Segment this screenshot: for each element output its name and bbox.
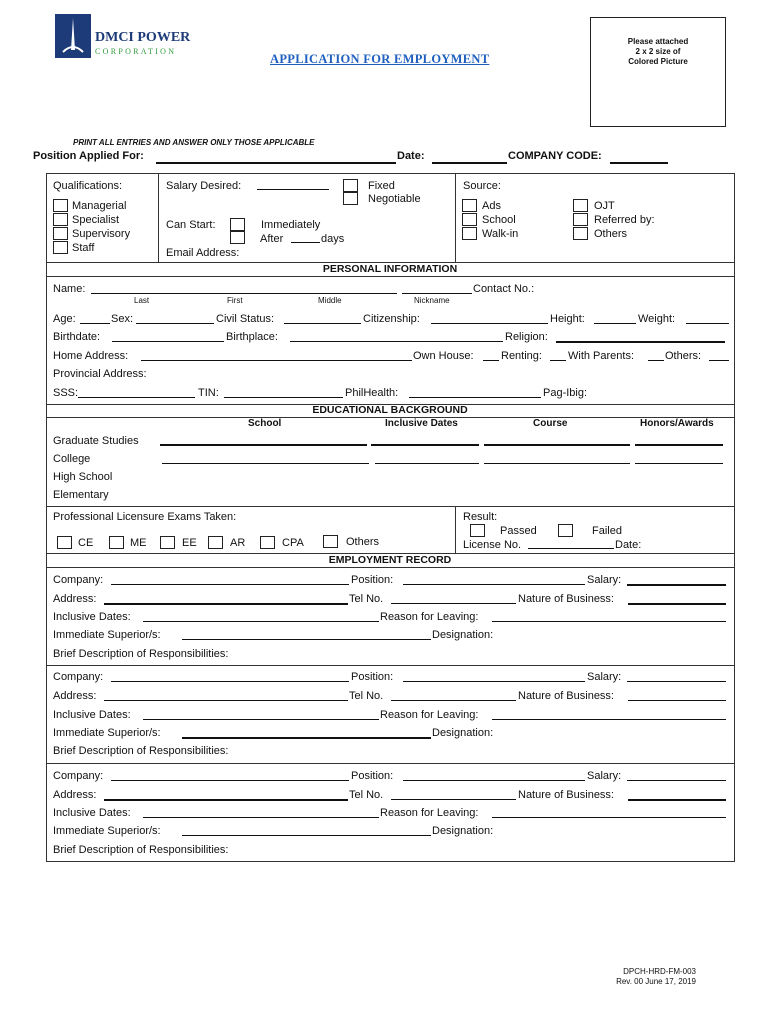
college-school-field[interactable] <box>162 463 369 464</box>
school-checkbox[interactable] <box>462 213 477 226</box>
form-title: APPLICATION FOR EMPLOYMENT <box>270 52 490 66</box>
nature-label: Nature of Business: <box>518 593 614 605</box>
nickname-field[interactable] <box>402 293 472 294</box>
civil-status-field[interactable] <box>284 323 361 324</box>
religion-field[interactable] <box>556 341 725 343</box>
tel-field[interactable] <box>391 700 516 701</box>
inclusive-dates-field[interactable] <box>143 719 379 720</box>
sss-label: SSS: <box>53 387 79 399</box>
can-start-label: Can Start: <box>166 219 216 231</box>
company-field[interactable] <box>111 584 349 585</box>
superior-label: Immediate Superior/s: <box>53 727 161 739</box>
position-label: Position: <box>351 574 394 586</box>
staff-label: Staff <box>72 242 95 254</box>
others-exam-checkbox[interactable] <box>323 535 338 548</box>
college-dates-field[interactable] <box>375 463 479 464</box>
nature-label: Nature of Business: <box>518 789 614 801</box>
walkin-label: Walk-in <box>482 228 519 240</box>
nature-field[interactable] <box>628 799 726 801</box>
sss-field[interactable] <box>78 397 195 398</box>
pagibig-label: Pag-Ibig: <box>543 387 588 399</box>
photo-instruction-3: Colored Picture <box>628 57 688 66</box>
position-field[interactable] <box>403 584 585 585</box>
specialist-label: Specialist <box>72 214 120 226</box>
revision: Rev. 00 June 17, 2019 <box>616 977 696 986</box>
last-sublabel: Last <box>134 296 150 305</box>
nature-field[interactable] <box>628 603 726 605</box>
salary-desired-label: Salary Desired: <box>166 180 242 192</box>
renting-label: Renting: <box>501 350 542 362</box>
home-address-label: Home Address: <box>53 350 129 362</box>
managerial-label: Managerial <box>72 200 127 212</box>
tel-field[interactable] <box>391 603 516 604</box>
ee-label: EE <box>182 537 197 549</box>
form-code-footer <box>560 967 696 987</box>
tin-field[interactable] <box>224 397 343 398</box>
provincial-address-label: Provincial Address: <box>53 368 147 380</box>
brief-label: Brief Description of Responsibilities: <box>53 745 229 757</box>
sex-label: Sex: <box>111 313 134 325</box>
after-days-field[interactable] <box>291 242 320 243</box>
days-label: days <box>321 233 345 245</box>
brief-label: Brief Description of Responsibilities: <box>53 844 229 856</box>
salary-label: Salary: <box>587 574 622 586</box>
ce-label: CE <box>78 537 94 549</box>
salary-field[interactable] <box>627 780 726 781</box>
brief-label: Brief Description of Responsibilities: <box>53 648 229 660</box>
age-label: Age: <box>53 313 76 325</box>
ee-checkbox[interactable] <box>160 536 175 549</box>
company-code-field[interactable] <box>610 162 668 164</box>
tel-field[interactable] <box>391 799 516 800</box>
ads-checkbox[interactable] <box>462 199 477 212</box>
citizenship-label: Citizenship: <box>363 313 420 325</box>
photo-box <box>590 17 726 127</box>
with-parents-field[interactable] <box>648 360 664 361</box>
walkin-checkbox[interactable] <box>462 227 477 240</box>
personal-info-header: PERSONAL INFORMATION <box>322 263 458 275</box>
school-label: School <box>482 214 516 226</box>
contact-label: Contact No.: <box>473 283 535 295</box>
position-label: Position: <box>351 671 394 683</box>
nature-field[interactable] <box>628 700 726 701</box>
ads-label: Ads <box>482 200 501 212</box>
others-source-checkbox[interactable] <box>573 227 588 240</box>
designation-label: Designation: <box>432 727 494 739</box>
supervisory-label: Supervisory <box>72 228 131 240</box>
graduate-honors-field[interactable] <box>635 444 723 446</box>
negotiable-checkbox[interactable] <box>343 192 358 205</box>
source-label: Source: <box>463 180 501 192</box>
tel-label: Tel No. <box>349 593 384 605</box>
others-residence-label: Others: <box>665 350 702 362</box>
company-field[interactable] <box>111 780 349 781</box>
after-label: After <box>260 233 284 245</box>
school-column: School <box>248 418 282 429</box>
birthplace-field[interactable] <box>290 341 503 342</box>
passed-checkbox[interactable] <box>470 524 485 537</box>
tel-label: Tel No. <box>349 789 384 801</box>
me-checkbox[interactable] <box>109 536 124 549</box>
form-code: DPCH-HRD-FM-003 <box>623 967 696 976</box>
tin-label: TIN: <box>198 387 219 399</box>
salary-field[interactable] <box>627 681 726 682</box>
citizenship-field[interactable] <box>431 323 548 324</box>
honors-column: Honors/Awards <box>640 418 714 429</box>
sex-field[interactable] <box>136 323 214 324</box>
company-label: Company: <box>53 671 104 683</box>
designation-label: Designation: <box>432 629 494 641</box>
course-column: Course <box>533 418 568 429</box>
graduate-course-field[interactable] <box>484 444 630 446</box>
salary-desired-field[interactable] <box>257 189 329 190</box>
divider <box>46 763 734 764</box>
tel-label: Tel No. <box>349 690 384 702</box>
position-applied-field[interactable] <box>156 162 396 164</box>
education-header: EDUCATIONAL BACKGROUND <box>312 404 468 416</box>
photo-instruction-2: 2 x 2 size of <box>635 47 681 56</box>
staff-checkbox[interactable] <box>53 241 68 254</box>
ojt-checkbox[interactable] <box>573 199 588 212</box>
divider <box>46 665 734 666</box>
date-label: Date: <box>397 150 425 162</box>
supervisory-checkbox[interactable] <box>53 227 68 240</box>
ar-label: AR <box>230 537 246 549</box>
company-label: Company: <box>53 574 104 586</box>
superior-label: Immediate Superior/s: <box>53 629 161 641</box>
failed-checkbox[interactable] <box>558 524 573 537</box>
designation-label: Designation: <box>432 825 494 837</box>
employment-header: EMPLOYMENT RECORD <box>328 554 452 566</box>
passed-label: Passed <box>500 525 537 537</box>
company-code-label: COMPANY CODE: <box>508 150 602 162</box>
divider <box>158 173 159 263</box>
with-parents-label: With Parents: <box>568 350 635 362</box>
result-label: Result: <box>463 511 498 523</box>
others-exam-label: Others <box>346 536 380 548</box>
license-no-label: License No. <box>463 539 522 551</box>
college-label: College <box>53 453 91 465</box>
superior-field[interactable] <box>182 835 431 836</box>
immediately-label: Immediately <box>261 219 321 231</box>
superior-label: Immediate Superior/s: <box>53 825 161 837</box>
renting-field[interactable] <box>550 360 566 361</box>
address-label: Address: <box>53 690 97 702</box>
ce-checkbox[interactable] <box>57 536 72 549</box>
divider <box>46 276 734 277</box>
company-field[interactable] <box>111 681 349 682</box>
weight-label: Weight: <box>638 313 676 325</box>
position-field[interactable] <box>403 780 585 781</box>
birthdate-field[interactable] <box>112 341 224 342</box>
fixed-checkbox[interactable] <box>343 179 358 192</box>
graduate-school-field[interactable] <box>160 444 367 446</box>
cpa-checkbox[interactable] <box>260 536 275 549</box>
company-label: Company: <box>53 770 104 782</box>
height-field[interactable] <box>594 323 636 324</box>
ojt-label: OJT <box>594 200 615 212</box>
civil-status-label: Civil Status: <box>216 313 275 325</box>
inclusive-dates-label: Inclusive Dates: <box>53 807 131 819</box>
address-label: Address: <box>53 789 97 801</box>
height-label: Height: <box>550 313 585 325</box>
divider <box>455 173 456 263</box>
reason-field[interactable] <box>492 817 726 818</box>
salary-label: Salary: <box>587 671 622 683</box>
referred-checkbox[interactable] <box>573 213 588 226</box>
me-label: ME <box>130 537 147 549</box>
graduate-studies-label: Graduate Studies <box>53 435 139 447</box>
salary-label: Salary: <box>587 770 622 782</box>
religion-label: Religion: <box>505 331 548 343</box>
referred-label: Referred by: <box>594 214 655 226</box>
salary-field[interactable] <box>627 584 726 586</box>
photo-instruction-1: Please attached <box>627 37 689 46</box>
divider <box>46 567 734 568</box>
address-field[interactable] <box>104 799 348 801</box>
reason-field[interactable] <box>492 621 726 622</box>
position-field[interactable] <box>403 681 585 682</box>
birthplace-label: Birthplace: <box>226 331 278 343</box>
philhealth-label: PhilHealth: <box>345 387 399 399</box>
date-field[interactable] <box>432 162 507 164</box>
inclusive-dates-field[interactable] <box>143 817 379 818</box>
position-applied-label: Position Applied For: <box>33 150 144 162</box>
failed-label: Failed <box>592 525 622 537</box>
company-logo <box>55 14 205 58</box>
ar-checkbox[interactable] <box>208 536 223 549</box>
after-checkbox[interactable] <box>230 231 245 244</box>
address-field[interactable] <box>104 700 348 701</box>
address-label: Address: <box>53 593 97 605</box>
birthdate-label: Birthdate: <box>53 331 101 343</box>
immediately-checkbox[interactable] <box>230 218 245 231</box>
name-field[interactable] <box>91 293 397 294</box>
others-source-label: Others <box>594 228 628 240</box>
inclusive-dates-label: Inclusive Dates: <box>53 709 131 721</box>
managerial-checkbox[interactable] <box>53 199 68 212</box>
reason-label: Reason for Leaving: <box>380 709 479 721</box>
weight-field[interactable] <box>686 323 729 324</box>
name-label: Name: <box>53 283 86 295</box>
specialist-checkbox[interactable] <box>53 213 68 226</box>
middle-sublabel: Middle <box>318 296 342 305</box>
home-address-field[interactable] <box>141 360 412 361</box>
inclusive-dates-field[interactable] <box>143 621 379 622</box>
graduate-dates-field[interactable] <box>371 444 479 446</box>
inclusive-dates-column: Inclusive Dates <box>385 418 458 429</box>
licensure-label: Professional Licensure Exams Taken: <box>53 511 237 523</box>
email-label: Email Address: <box>166 247 240 259</box>
address-field[interactable] <box>104 603 348 605</box>
divider <box>455 506 456 553</box>
inclusive-dates-label: Inclusive Dates: <box>53 611 131 623</box>
superior-field[interactable] <box>182 737 431 739</box>
license-date-label: Date: <box>615 539 642 551</box>
reason-label: Reason for Leaving: <box>380 611 479 623</box>
own-house-field[interactable] <box>483 360 499 361</box>
age-field[interactable] <box>80 323 110 324</box>
negotiable-label: Negotiable <box>368 193 421 205</box>
position-label: Position: <box>351 770 394 782</box>
instructions: PRINT ALL ENTRIES AND ANSWER ONLY THOSE APPLICABLE <box>73 138 315 147</box>
license-no-field[interactable] <box>528 548 614 549</box>
divider <box>46 506 734 507</box>
elementary-label: Elementary <box>53 489 109 501</box>
reason-field[interactable] <box>492 719 726 720</box>
others-residence-field[interactable] <box>709 360 729 361</box>
nature-label: Nature of Business: <box>518 690 614 702</box>
fixed-label: Fixed <box>368 180 395 192</box>
qualifications-label: Qualifications: <box>53 180 123 192</box>
college-course-field[interactable] <box>484 463 630 464</box>
nickname-sublabel: Nickname <box>414 296 450 305</box>
brand-subname: CORPORATION <box>95 47 177 56</box>
college-honors-field[interactable] <box>635 463 723 464</box>
logo-emblem-icon <box>55 14 91 58</box>
first-sublabel: First <box>227 296 243 305</box>
cpa-label: CPA <box>282 537 304 549</box>
brand-name: DMCI POWER <box>95 30 191 45</box>
superior-field[interactable] <box>182 639 431 640</box>
own-house-label: Own House: <box>413 350 474 362</box>
high-school-label: High School <box>53 471 113 483</box>
reason-label: Reason for Leaving: <box>380 807 479 819</box>
philhealth-field[interactable] <box>409 397 541 398</box>
